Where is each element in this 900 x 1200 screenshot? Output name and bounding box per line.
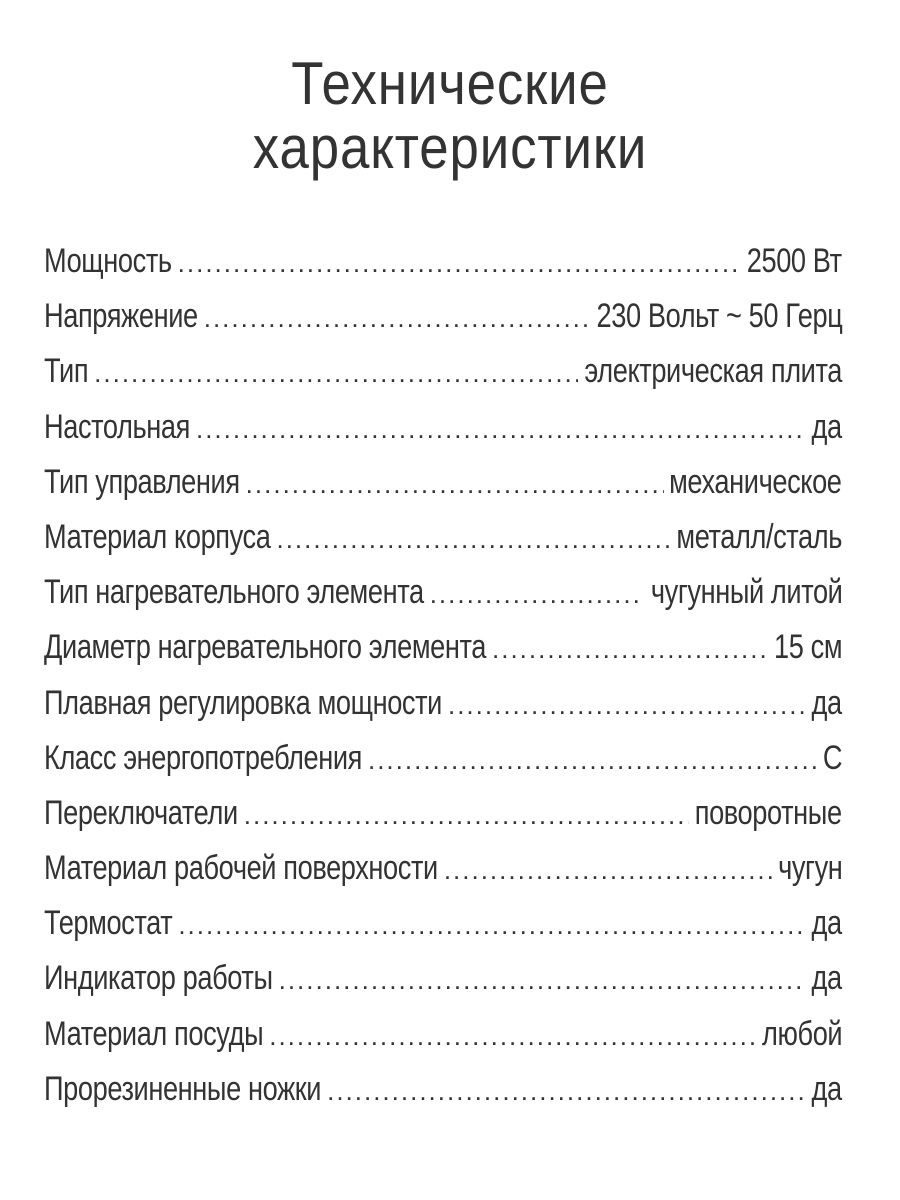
spec-row [44, 234, 842, 289]
spec-value: чугун [777, 849, 842, 888]
dot-leader [368, 733, 817, 788]
dot-leader [196, 402, 806, 457]
spec-value: да [811, 407, 842, 446]
spec-value: электрическая плита [584, 352, 842, 391]
spec-row [44, 1062, 842, 1117]
spec-label: Индикатор работы [44, 959, 273, 998]
spec-row [44, 400, 842, 455]
spec-label: Мощность [44, 242, 172, 280]
dot-leader [327, 1064, 806, 1119]
spec-label: Плавная регулировка мощности [44, 683, 442, 722]
dot-leader [279, 953, 806, 1008]
dot-leader [246, 457, 664, 512]
dot-leader [430, 567, 645, 622]
dot-leader [444, 843, 772, 898]
spec-value: металл/сталь [676, 517, 842, 556]
spec-value: чугунный литой [650, 573, 842, 612]
spec-value: да [811, 959, 842, 998]
spec-row [44, 289, 842, 344]
spec-label: Материал корпуса [44, 517, 271, 556]
spec-row [44, 455, 842, 510]
spec-label: Тип управления [44, 462, 240, 501]
dot-leader [94, 346, 578, 401]
spec-label: Диаметр нагревательного элемента [44, 628, 486, 667]
spec-value: 15 см [773, 628, 842, 667]
title-line-1: Технические [291, 50, 609, 117]
spec-value: да [811, 683, 842, 722]
spec-label: Материал посуды [44, 1014, 264, 1053]
spec-label: Материал рабочей поверхности [44, 849, 438, 888]
dot-leader [276, 512, 670, 567]
spec-value: да [811, 1069, 842, 1108]
spec-row [44, 951, 842, 1006]
spec-row [44, 1007, 842, 1062]
spec-value: да [811, 904, 842, 943]
spec-value: 2500 Вт [747, 242, 842, 280]
spec-label: Термостат [44, 904, 173, 943]
spec-value: любой [761, 1014, 842, 1053]
dot-leader [204, 291, 590, 346]
specifications-list [44, 234, 842, 1117]
spec-label: Тип [44, 352, 89, 391]
spec-label: Класс энергопотребления [44, 738, 362, 777]
spec-row [44, 896, 842, 951]
dot-leader [244, 788, 689, 843]
dot-leader [269, 1009, 756, 1064]
dot-leader [178, 236, 741, 291]
spec-row [44, 786, 842, 841]
spec-label: Настольная [44, 407, 190, 446]
spec-value: поворотные [695, 793, 842, 832]
spec-value: механическое [669, 462, 842, 501]
dot-leader [448, 678, 806, 733]
spec-row [44, 510, 842, 565]
spec-label: Напряжение [44, 297, 198, 336]
spec-row [44, 841, 842, 896]
spec-row [44, 620, 842, 675]
spec-row [44, 731, 842, 786]
spec-value: С [822, 738, 842, 777]
page-title [54, 52, 846, 180]
dot-leader [492, 622, 768, 677]
spec-label: Прорезиненные ножки [44, 1069, 322, 1108]
spec-row [44, 344, 842, 399]
dot-leader [178, 898, 805, 953]
spec-row [44, 676, 842, 731]
spec-value: 230 Вольт ~ 50 Герц [596, 297, 842, 336]
title-line-2: характеристики [252, 114, 648, 181]
spec-label: Тип нагревательного элемента [44, 573, 424, 612]
spec-label: Переключатели [44, 793, 238, 832]
spec-row [44, 565, 842, 620]
